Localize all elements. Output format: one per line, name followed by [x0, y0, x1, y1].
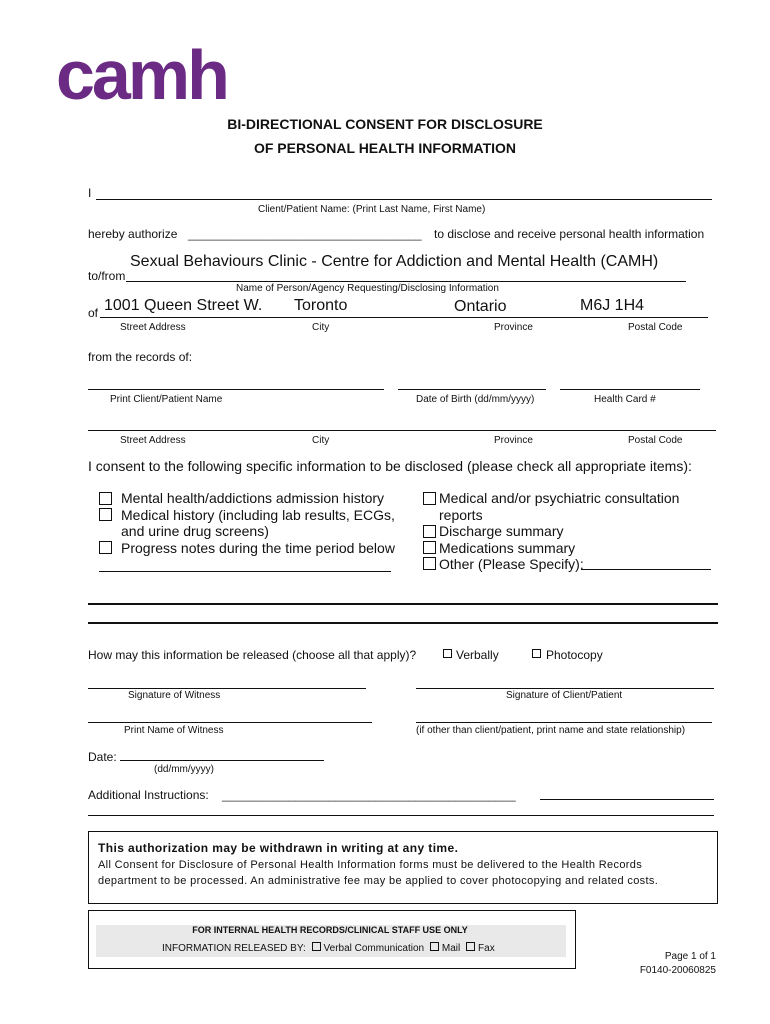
- consent-heading: I consent to the following specific information to be disclosed (please check all appropriate items):: [88, 458, 692, 474]
- mail-label: Mail: [441, 943, 461, 954]
- admission-history-checkbox[interactable]: [99, 492, 112, 505]
- witness-name-field[interactable]: [88, 722, 372, 723]
- date-label: Date:: [88, 750, 117, 764]
- notice-line-1: All Consent for Disclosure of Personal Health Information forms must be delivered to the Health Records: [98, 859, 643, 871]
- dob-field[interactable]: [398, 389, 546, 390]
- fax-label: Fax: [478, 943, 495, 954]
- consultation-label-cont: reports: [439, 507, 483, 523]
- other-specify-field[interactable]: [581, 569, 711, 570]
- patient-street-label: Street Address: [120, 435, 186, 446]
- divider-1: [88, 603, 718, 605]
- verbal-communication-checkbox[interactable]: [312, 942, 321, 951]
- agency-line: [126, 281, 686, 282]
- patient-city-label: City: [312, 435, 330, 446]
- verbal-communication-label: Verbal Communication: [323, 943, 425, 954]
- client-other-label: (if other than client/patient, print name and state relationship): [416, 725, 686, 736]
- photocopy-checkbox[interactable]: [532, 649, 541, 658]
- authorize-field[interactable]: ___________________________________: [188, 227, 422, 241]
- additional-instructions-line-1[interactable]: [540, 799, 714, 800]
- patient-name-field[interactable]: [88, 389, 384, 390]
- internal-use-heading: FOR INTERNAL HEALTH RECORDS/CLINICAL STAFF USE ONLY: [192, 925, 468, 935]
- patient-province-label: Province: [494, 435, 533, 446]
- medical-history-label: Medical history (including lab results, ECGs,: [121, 507, 395, 523]
- to-from-prefix: to/from: [88, 269, 126, 283]
- discharge-label: Discharge summary: [439, 523, 564, 539]
- medications-label: Medications summary: [439, 540, 576, 556]
- form-code: F0140-20060825: [639, 965, 716, 976]
- other-label: Other (Please Specify):: [439, 556, 584, 572]
- postal-label: Postal Code: [628, 322, 683, 333]
- records-heading: from the records of:: [88, 350, 193, 364]
- street-value[interactable]: 1001 Queen Street W.: [104, 297, 263, 314]
- verbally-checkbox[interactable]: [443, 649, 452, 658]
- patient-postal-label: Postal Code: [628, 435, 683, 446]
- health-card-label: Health Card #: [594, 394, 656, 405]
- address-line: [100, 317, 708, 318]
- street-label: Street Address: [120, 322, 186, 333]
- admission-history-label: Mental health/addictions admission history: [121, 490, 385, 506]
- client-other-field[interactable]: [416, 722, 712, 723]
- date-format-label: (dd/mm/yyyy): [154, 764, 214, 775]
- of-prefix: of: [88, 306, 99, 320]
- client-prefix: I: [88, 186, 92, 200]
- consultation-label: Medical and/or psychiatric consultation: [439, 490, 680, 506]
- photocopy-label: Photocopy: [546, 648, 603, 662]
- progress-notes-label: Progress notes during the time period below: [121, 540, 395, 556]
- city-value[interactable]: Toronto: [294, 297, 348, 314]
- time-period-field[interactable]: [99, 571, 391, 572]
- form-title-line2: OF PERSONAL HEALTH INFORMATION: [253, 140, 517, 156]
- notice-line-2: department to be processed. An administrative fee may be applied to cover photocopying and related costs.: [98, 875, 659, 887]
- authorize-suffix: to disclose and receive personal health information: [434, 227, 705, 241]
- medications-checkbox[interactable]: [423, 541, 436, 554]
- witness-name-label: Print Name of Witness: [124, 725, 224, 736]
- medical-history-label-cont: and urine drug screens): [121, 523, 269, 539]
- additional-instructions-label: Additional Instructions:: [88, 788, 209, 802]
- consultation-checkbox[interactable]: [423, 492, 436, 505]
- release-question: How may this information be released (choose all that apply)?: [88, 648, 417, 662]
- additional-instructions-line-2[interactable]: [88, 815, 714, 816]
- authorize-prefix: hereby authorize: [88, 227, 178, 241]
- page-number: Page 1 of 1: [664, 951, 716, 962]
- date-field[interactable]: [120, 760, 324, 761]
- form-title-line1: BI-DIRECTIONAL CONSENT FOR DISCLOSURE: [227, 116, 543, 132]
- progress-notes-checkbox[interactable]: [99, 541, 112, 554]
- witness-signature-label: Signature of Witness: [128, 690, 221, 701]
- client-name-label: Client/Patient Name: (Print Last Name, First Name): [258, 204, 486, 215]
- released-by-row: [162, 942, 495, 954]
- client-signature-field[interactable]: [416, 688, 714, 689]
- fax-checkbox[interactable]: [466, 942, 475, 951]
- camh-logo: camh: [56, 36, 227, 114]
- mail-checkbox[interactable]: [430, 942, 439, 951]
- client-signature-label: Signature of Client/Patient: [506, 690, 623, 701]
- agency-value[interactable]: Sexual Behaviours Clinic - Centre for Addiction and Mental Health (CAMH): [130, 253, 659, 270]
- dob-label: Date of Birth (dd/mm/yyyy): [416, 394, 535, 405]
- province-label: Province: [494, 322, 533, 333]
- postal-value[interactable]: M6J 1H4: [580, 297, 645, 314]
- health-card-field[interactable]: [560, 389, 700, 390]
- withdrawal-notice-bold: This authorization may be withdrawn in writing at any time.: [98, 841, 459, 855]
- province-value[interactable]: Ontario: [454, 298, 507, 315]
- patient-name-label: Print Client/Patient Name: [110, 394, 223, 405]
- divider-2: [88, 622, 718, 624]
- witness-signature-field[interactable]: [88, 688, 366, 689]
- released-by-label: INFORMATION RELEASED BY:: [162, 943, 306, 954]
- agency-label: Name of Person/Agency Requesting/Disclosing Information: [236, 283, 499, 294]
- client-name-field[interactable]: [96, 199, 712, 200]
- other-checkbox[interactable]: [423, 557, 436, 570]
- patient-address-field[interactable]: [88, 430, 716, 431]
- discharge-checkbox[interactable]: [423, 525, 436, 538]
- additional-instructions-blank[interactable]: ____________________________________________: [222, 788, 516, 802]
- verbally-label: Verbally: [456, 648, 499, 662]
- city-label: City: [312, 322, 330, 333]
- medical-history-checkbox[interactable]: [99, 508, 112, 521]
